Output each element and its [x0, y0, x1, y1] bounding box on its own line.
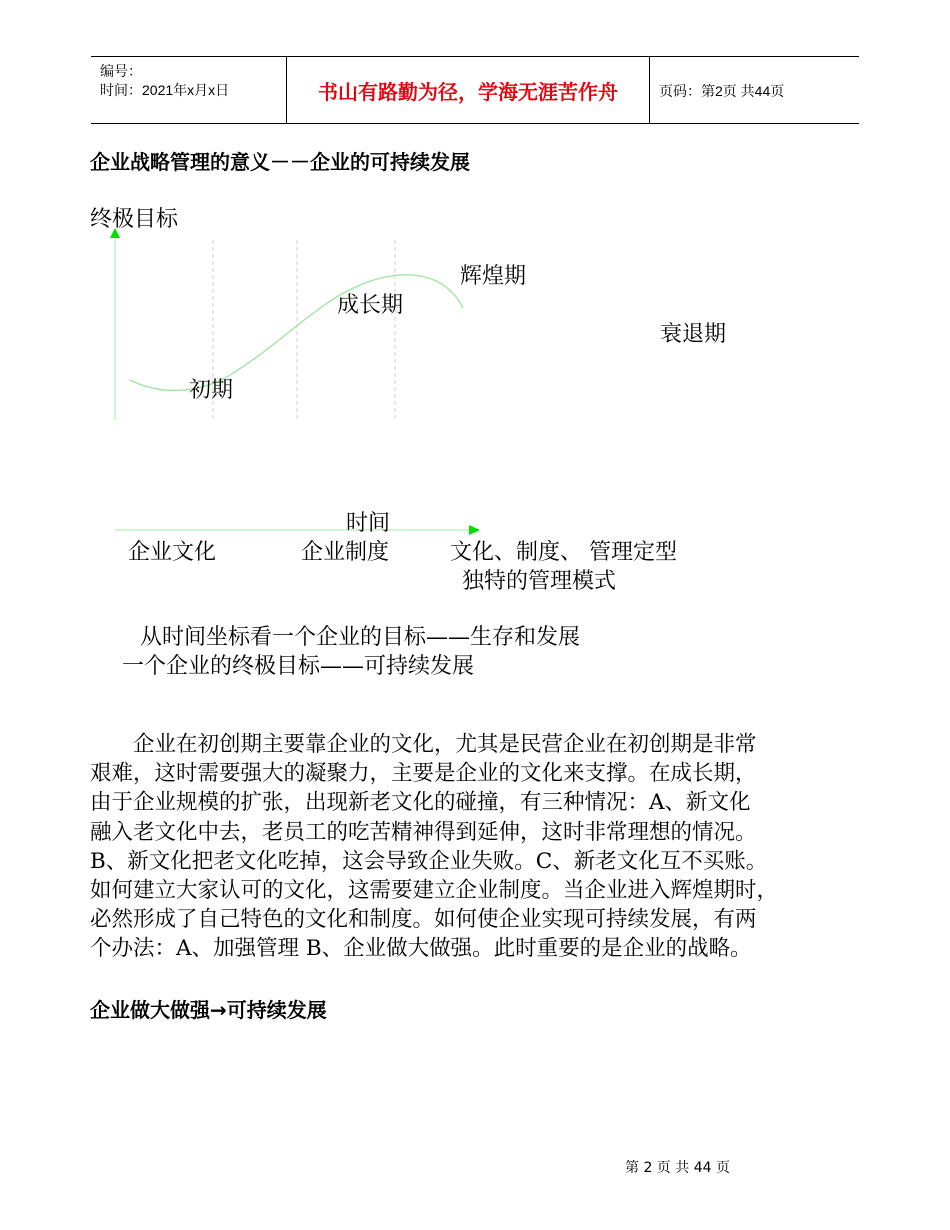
body-line: 艰难，这时需要强大的凝聚力，主要是企业的文化来支撑。在成长期， — [90, 761, 757, 787]
section-title: 企业战略管理的意义－－企业的可持续发展 — [90, 150, 470, 174]
body-line: 必然形成了自己特色的文化和制度。如何使企业实现可持续发展，有两 — [90, 907, 757, 933]
motto: 书山有路勤为径，学海无涯苦作舟 — [318, 79, 618, 104]
page-label: 页码：第2页 共44页 — [659, 83, 785, 99]
x-axis-label: 时间 — [346, 511, 391, 536]
goal-line-1: 从时间坐标看一个企业的目标——生存和发展 — [140, 625, 581, 650]
bottom-label-combined: 文化、制度、 管理定型 — [450, 540, 677, 565]
number-label: 编号： — [100, 63, 142, 79]
body-line: 由于企业规模的扩张，出现新老文化的碰撞，有三种情况：A、新文化 — [90, 790, 751, 816]
body-line: 个办法：A、加强管理 B、企业做大做强。此时重要的是企业的战略。 — [90, 936, 752, 962]
section-title-2: 企业做大做强→可持续发展 — [90, 998, 327, 1022]
stage-label-chengzhang: 成长期 — [337, 293, 404, 318]
stage-label-chuqi: 初期 — [189, 378, 234, 403]
body-line: 如何建立大家认可的文化，这需要建立企业制度。当企业进入辉煌期时， — [90, 878, 779, 904]
time-label: 时间：2021年x月x日 — [100, 82, 230, 98]
body-line: 企业在初创期主要靠企业的文化，尤其是民营企业在初创期是非常 — [90, 732, 757, 757]
stage-label-huihuang: 辉煌期 — [460, 264, 527, 289]
body-paragraph — [90, 730, 870, 964]
body-line: 融入老文化中去，老员工的吃苦精神得到延伸，这时非常理想的情况。 — [90, 819, 757, 845]
bottom-label-unique: 独特的管理模式 — [462, 569, 617, 594]
bottom-label-system: 企业制度 — [301, 540, 390, 565]
goal-line-2: 一个企业的终极目标——可持续发展 — [122, 654, 475, 679]
page-footer: 第 2 页 共 44 页 — [625, 1160, 730, 1176]
y-axis-label: 终极目标 — [90, 207, 179, 232]
stage-label-shuaitui: 衰退期 — [660, 322, 727, 347]
body-line: B、新文化把老文化吃掉，这会导致企业失败。C、新老文化互不买账。 — [90, 848, 768, 874]
x-axis-arrow — [469, 525, 480, 535]
bottom-label-culture: 企业文化 — [128, 540, 217, 565]
